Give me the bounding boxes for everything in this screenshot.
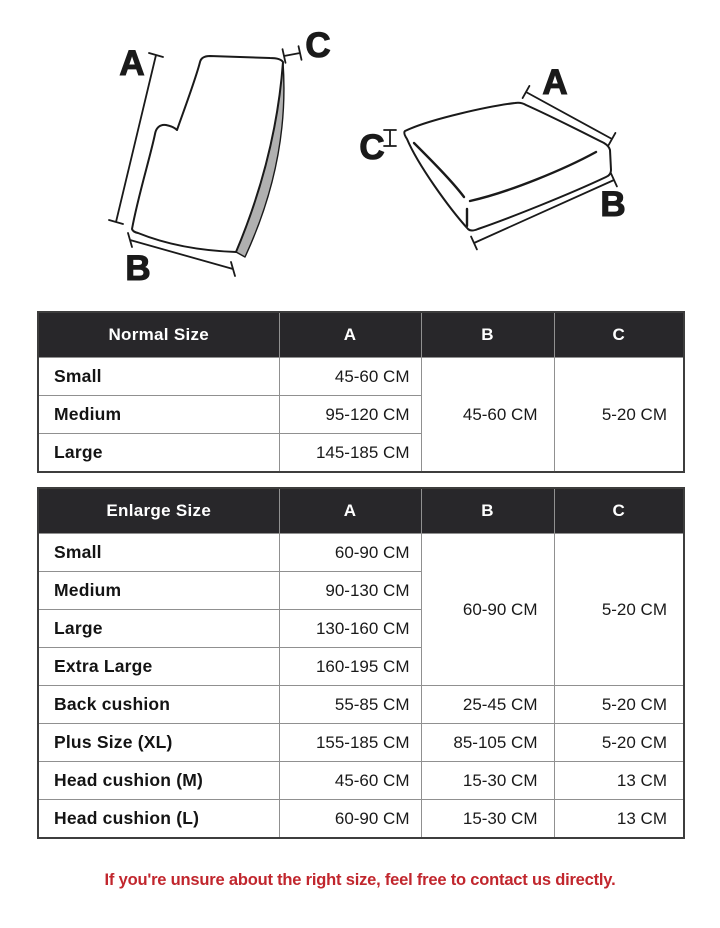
dimension-label-a: A xyxy=(542,63,568,102)
cell-a: 145-185 CM xyxy=(279,434,421,473)
table-title: Enlarge Size xyxy=(38,488,279,534)
measure-line-c xyxy=(384,130,396,146)
cell-b: 85-105 CM xyxy=(421,724,554,762)
row-label: Head cushion (L) xyxy=(38,800,279,839)
dimension-label-c: C xyxy=(359,128,385,167)
cell-a: 60-90 CM xyxy=(279,800,421,839)
cell-a: 160-195 CM xyxy=(279,648,421,686)
cell-b: 25-45 CM xyxy=(421,686,554,724)
cell-c-merged: 5-20 CM xyxy=(554,358,684,473)
cell-c: 5-20 CM xyxy=(554,724,684,762)
cell-b: 15-30 CM xyxy=(421,800,554,839)
seat-cushion-diagram xyxy=(359,63,625,249)
row-label: Small xyxy=(38,534,279,572)
table-row xyxy=(38,800,684,839)
row-label: Medium xyxy=(38,572,279,610)
row-label: Head cushion (M) xyxy=(38,762,279,800)
header-row xyxy=(38,488,684,534)
cell-b: 15-30 CM xyxy=(421,762,554,800)
dimension-label-c: C xyxy=(305,26,331,65)
cell-a: 155-185 CM xyxy=(279,724,421,762)
cell-c: 5-20 CM xyxy=(554,686,684,724)
cell-a: 95-120 CM xyxy=(279,396,421,434)
row-label: Plus Size (XL) xyxy=(38,724,279,762)
column-header-b: B xyxy=(421,312,554,358)
cell-a: 60-90 CM xyxy=(279,534,421,572)
dimension-label-b: B xyxy=(600,185,626,224)
cell-b-merged: 45-60 CM xyxy=(421,358,554,473)
enlarge-size-table xyxy=(37,487,685,839)
back-cushion-diagram xyxy=(109,26,331,288)
dimension-label-a: A xyxy=(119,44,145,83)
column-header-a: A xyxy=(279,312,421,358)
table-row xyxy=(38,686,684,724)
column-header-c: C xyxy=(554,312,684,358)
row-label: Large xyxy=(38,434,279,473)
cell-c: 13 CM xyxy=(554,762,684,800)
normal-size-table xyxy=(37,311,685,473)
dimension-label-b: B xyxy=(125,249,151,288)
column-header-b: B xyxy=(421,488,554,534)
cell-c-merged: 5-20 CM xyxy=(554,534,684,686)
table-row xyxy=(38,358,684,396)
cell-a: 130-160 CM xyxy=(279,610,421,648)
header-row xyxy=(38,312,684,358)
dimension-diagrams xyxy=(0,0,720,305)
cell-a: 90-130 CM xyxy=(279,572,421,610)
contact-note: If you're unsure about the right size, feel free to contact us directly. xyxy=(104,871,616,889)
measure-line-c xyxy=(283,46,302,63)
row-label: Extra Large xyxy=(38,648,279,686)
row-label: Large xyxy=(38,610,279,648)
row-label: Medium xyxy=(38,396,279,434)
cell-a: 55-85 CM xyxy=(279,686,421,724)
column-header-c: C xyxy=(554,488,684,534)
table-title: Normal Size xyxy=(38,312,279,358)
cell-c: 13 CM xyxy=(554,800,684,839)
cell-a: 45-60 CM xyxy=(279,358,421,396)
back-cushion-outline xyxy=(132,56,283,252)
column-header-a: A xyxy=(279,488,421,534)
table-row xyxy=(38,724,684,762)
cell-b-merged: 60-90 CM xyxy=(421,534,554,686)
table-row xyxy=(38,762,684,800)
row-label: Back cushion xyxy=(38,686,279,724)
row-label: Small xyxy=(38,358,279,396)
table-row xyxy=(38,534,684,572)
cell-a: 45-60 CM xyxy=(279,762,421,800)
